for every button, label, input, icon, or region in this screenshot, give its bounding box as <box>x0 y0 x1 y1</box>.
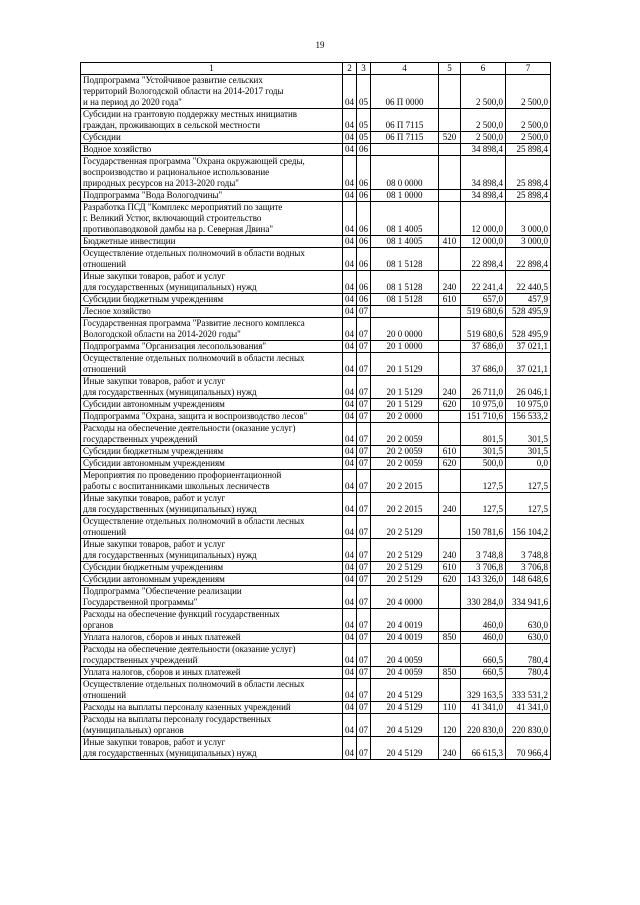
row-section: 04 <box>343 248 357 271</box>
row-amount-year1: 41 341,0 <box>461 702 506 714</box>
row-amount-year2: 301,5 <box>506 423 551 446</box>
table-row <box>81 190 551 202</box>
row-expense-type: 240 <box>439 737 461 760</box>
row-subsection: 07 <box>357 318 371 341</box>
table-row <box>81 144 551 156</box>
row-name: Мероприятия по проведению профориентационной работы с воспитанниками школьных лесничеств <box>81 470 343 493</box>
row-name: Подпрограмма "Устойчивое развитие сельских территорий Вологодской области на 2014-2017 годы и на период до 2020 года" <box>81 75 343 109</box>
row-expense-type: 240 <box>439 493 461 516</box>
row-section: 04 <box>343 679 357 702</box>
header-col-6: 6 <box>461 63 506 75</box>
row-amount-year1: 34 898,4 <box>461 156 506 190</box>
row-name: Осуществление отдельных полномочий в области лесных отношений <box>81 516 343 539</box>
row-subsection: 06 <box>357 248 371 271</box>
row-amount-year2: 25 898,4 <box>506 190 551 202</box>
row-expense-type <box>439 318 461 341</box>
row-amount-year2: 37 021,1 <box>506 353 551 376</box>
row-name: Иные закупки товаров, работ и услуг для государственных (муниципальных) нужд <box>81 376 343 399</box>
row-subsection: 07 <box>357 714 371 737</box>
row-expense-type <box>439 609 461 632</box>
header-col-5: 5 <box>439 63 461 75</box>
row-amount-year2: 41 341,0 <box>506 702 551 714</box>
row-amount-year2: 70 966,4 <box>506 737 551 760</box>
row-amount-year1: 34 898,4 <box>461 190 506 202</box>
row-amount-year2: 301,5 <box>506 446 551 458</box>
row-subsection: 07 <box>357 493 371 516</box>
row-amount-year2: 334 941,6 <box>506 586 551 609</box>
row-target-article: 20 1 5129 <box>371 399 439 411</box>
row-name: Водное хозяйство <box>81 144 343 156</box>
row-section: 04 <box>343 586 357 609</box>
row-name: Субсидии <box>81 132 343 144</box>
row-amount-year1: 34 898,4 <box>461 144 506 156</box>
row-name: Осуществление отдельных полномочий в области водных отношений <box>81 248 343 271</box>
row-amount-year1: 220 830,0 <box>461 714 506 737</box>
row-amount-year2: 3 706,8 <box>506 562 551 574</box>
row-expense-type: 620 <box>439 574 461 586</box>
table-row <box>81 294 551 306</box>
row-section: 04 <box>343 306 357 318</box>
row-section: 04 <box>343 294 357 306</box>
row-subsection: 05 <box>357 132 371 144</box>
row-amount-year1: 2 500,0 <box>461 109 506 132</box>
row-amount-year1: 301,5 <box>461 446 506 458</box>
row-expense-type <box>439 190 461 202</box>
row-amount-year1: 460,0 <box>461 632 506 644</box>
row-name: Расходы на выплаты персоналу государственных (муниципальных) органов <box>81 714 343 737</box>
row-expense-type <box>439 586 461 609</box>
row-amount-year1: 151 710,6 <box>461 411 506 423</box>
row-target-article: 08 0 0000 <box>371 156 439 190</box>
row-subsection: 07 <box>357 679 371 702</box>
row-target-article: 20 4 0019 <box>371 632 439 644</box>
row-section: 04 <box>343 156 357 190</box>
row-amount-year1: 12 000,0 <box>461 202 506 236</box>
row-expense-type <box>439 353 461 376</box>
row-section: 04 <box>343 341 357 353</box>
table-header-row <box>81 63 551 75</box>
row-name: Лесное хозяйство <box>81 306 343 318</box>
table-row <box>81 714 551 737</box>
row-name: Субсидии автономным учреждениям <box>81 399 343 411</box>
row-expense-type <box>439 679 461 702</box>
row-amount-year1: 143 326,0 <box>461 574 506 586</box>
row-amount-year1: 3 748,8 <box>461 539 506 562</box>
row-subsection: 05 <box>357 109 371 132</box>
row-target-article: 20 2 0059 <box>371 423 439 446</box>
row-target-article: 06 П 0000 <box>371 75 439 109</box>
row-expense-type <box>439 109 461 132</box>
table-row <box>81 236 551 248</box>
row-amount-year1: 660,5 <box>461 667 506 679</box>
row-name: Субсидии бюджетным учреждениям <box>81 294 343 306</box>
row-subsection: 07 <box>357 644 371 667</box>
row-expense-type <box>439 411 461 423</box>
row-expense-type: 110 <box>439 702 461 714</box>
row-section: 04 <box>343 458 357 470</box>
row-amount-year2: 156 533,2 <box>506 411 551 423</box>
row-expense-type: 610 <box>439 294 461 306</box>
row-subsection: 07 <box>357 341 371 353</box>
row-target-article: 08 1 0000 <box>371 190 439 202</box>
row-target-article: 20 4 5129 <box>371 679 439 702</box>
table-row <box>81 376 551 399</box>
row-target-article: 20 2 5129 <box>371 539 439 562</box>
row-target-article: 20 2 5129 <box>371 562 439 574</box>
row-amount-year2: 2 500,0 <box>506 132 551 144</box>
row-amount-year2: 630,0 <box>506 632 551 644</box>
row-amount-year2: 528 495,9 <box>506 306 551 318</box>
row-subsection: 06 <box>357 271 371 294</box>
row-name: Расходы на обеспечение деятельности (оказание услуг) государственных учреждений <box>81 423 343 446</box>
row-amount-year1: 801,5 <box>461 423 506 446</box>
row-subsection: 07 <box>357 470 371 493</box>
row-amount-year1: 10 975,0 <box>461 399 506 411</box>
row-amount-year1: 22 898,4 <box>461 248 506 271</box>
row-expense-type: 410 <box>439 236 461 248</box>
row-subsection: 05 <box>357 75 371 109</box>
row-target-article: 20 4 5129 <box>371 714 439 737</box>
row-expense-type <box>439 75 461 109</box>
row-name: Подпрограмма "Организация лесопользования" <box>81 341 343 353</box>
row-name: Иные закупки товаров, работ и услуг для государственных (муниципальных) нужд <box>81 271 343 294</box>
table-row <box>81 586 551 609</box>
table-row <box>81 75 551 109</box>
row-target-article: 08 1 5128 <box>371 294 439 306</box>
row-section: 04 <box>343 109 357 132</box>
row-target-article: 20 1 5129 <box>371 376 439 399</box>
row-section: 04 <box>343 202 357 236</box>
row-target-article: 08 1 4005 <box>371 236 439 248</box>
row-target-article: 06 П 7115 <box>371 109 439 132</box>
table-row <box>81 609 551 632</box>
row-amount-year2: 127,5 <box>506 470 551 493</box>
row-section: 04 <box>343 632 357 644</box>
row-name: Иные закупки товаров, работ и услуг для государственных (муниципальных) нужд <box>81 737 343 760</box>
row-expense-type <box>439 202 461 236</box>
table-row <box>81 248 551 271</box>
row-name: Субсидии автономным учреждениям <box>81 458 343 470</box>
row-amount-year2: 3 748,8 <box>506 539 551 562</box>
row-amount-year1: 330 284,0 <box>461 586 506 609</box>
row-expense-type <box>439 248 461 271</box>
row-amount-year1: 150 781,6 <box>461 516 506 539</box>
table-row <box>81 446 551 458</box>
row-expense-type: 520 <box>439 132 461 144</box>
table-row <box>81 539 551 562</box>
header-col-4: 4 <box>371 63 439 75</box>
table-row <box>81 423 551 446</box>
row-section: 04 <box>343 667 357 679</box>
row-name: Субсидии автономным учреждениям <box>81 574 343 586</box>
table-row <box>81 644 551 667</box>
row-section: 04 <box>343 132 357 144</box>
header-col-7: 7 <box>506 63 551 75</box>
table-row <box>81 667 551 679</box>
table-row <box>81 470 551 493</box>
row-amount-year1: 2 500,0 <box>461 132 506 144</box>
row-target-article: 20 1 5129 <box>371 353 439 376</box>
row-section: 04 <box>343 411 357 423</box>
row-target-article: 20 4 0019 <box>371 609 439 632</box>
row-subsection: 07 <box>357 539 371 562</box>
table-row <box>81 399 551 411</box>
row-amount-year2: 457,9 <box>506 294 551 306</box>
row-name: Иные закупки товаров, работ и услуг для государственных (муниципальных) нужд <box>81 493 343 516</box>
row-target-article: 20 2 2015 <box>371 493 439 516</box>
row-amount-year1: 37 686,0 <box>461 341 506 353</box>
row-amount-year2: 10 975,0 <box>506 399 551 411</box>
row-amount-year2: 220 830,0 <box>506 714 551 737</box>
row-target-article: 08 1 5128 <box>371 271 439 294</box>
row-amount-year1: 500,0 <box>461 458 506 470</box>
row-amount-year2: 780,4 <box>506 667 551 679</box>
row-target-article: 20 4 5129 <box>371 737 439 760</box>
row-amount-year2: 25 898,4 <box>506 144 551 156</box>
row-subsection: 07 <box>357 458 371 470</box>
table-row <box>81 132 551 144</box>
row-expense-type: 240 <box>439 539 461 562</box>
row-amount-year1: 329 163,5 <box>461 679 506 702</box>
table-row <box>81 679 551 702</box>
table-row <box>81 156 551 190</box>
row-target-article <box>371 144 439 156</box>
row-name: Субсидии бюджетным учреждениям <box>81 562 343 574</box>
row-amount-year1: 127,5 <box>461 470 506 493</box>
row-subsection: 06 <box>357 202 371 236</box>
row-section: 04 <box>343 574 357 586</box>
row-subsection: 07 <box>357 423 371 446</box>
row-section: 04 <box>343 609 357 632</box>
row-name: Государственная программа "Развитие лесного комплекса Вологодской области на 2014-2020 годы" <box>81 318 343 341</box>
row-section: 04 <box>343 702 357 714</box>
row-subsection: 07 <box>357 376 371 399</box>
page-number: 19 <box>315 40 325 50</box>
row-expense-type: 120 <box>439 714 461 737</box>
table-row <box>81 306 551 318</box>
row-expense-type <box>439 144 461 156</box>
row-target-article: 08 1 5128 <box>371 248 439 271</box>
row-section: 04 <box>343 376 357 399</box>
table-row <box>81 318 551 341</box>
row-amount-year2: 3 000,0 <box>506 236 551 248</box>
row-expense-type <box>439 156 461 190</box>
row-section: 04 <box>343 714 357 737</box>
row-amount-year1: 460,0 <box>461 609 506 632</box>
table-row <box>81 411 551 423</box>
row-amount-year2: 22 440,5 <box>506 271 551 294</box>
row-subsection: 07 <box>357 562 371 574</box>
budget-table <box>80 62 551 760</box>
row-section: 04 <box>343 75 357 109</box>
row-section: 04 <box>343 144 357 156</box>
row-subsection: 07 <box>357 609 371 632</box>
row-subsection: 07 <box>357 586 371 609</box>
row-name: Расходы на обеспечение функций государственных органов <box>81 609 343 632</box>
row-expense-type <box>439 341 461 353</box>
table-row <box>81 574 551 586</box>
row-amount-year2: 2 500,0 <box>506 75 551 109</box>
row-section: 04 <box>343 493 357 516</box>
row-expense-type: 850 <box>439 667 461 679</box>
row-section: 04 <box>343 470 357 493</box>
row-subsection: 06 <box>357 190 371 202</box>
table-row <box>81 458 551 470</box>
table-row <box>81 562 551 574</box>
header-col-2: 2 <box>343 63 357 75</box>
table-row <box>81 702 551 714</box>
table-row <box>81 493 551 516</box>
row-expense-type: 240 <box>439 376 461 399</box>
table-row <box>81 271 551 294</box>
row-target-article: 20 2 0059 <box>371 458 439 470</box>
row-expense-type <box>439 470 461 493</box>
row-target-article: 20 4 0000 <box>371 586 439 609</box>
row-expense-type: 610 <box>439 562 461 574</box>
row-amount-year2: 0,0 <box>506 458 551 470</box>
row-subsection: 07 <box>357 446 371 458</box>
row-name: Субсидии на грантовую поддержку местных инициатив граждан, проживающих в сельской местности <box>81 109 343 132</box>
row-expense-type <box>439 423 461 446</box>
row-expense-type <box>439 516 461 539</box>
row-target-article <box>371 306 439 318</box>
row-expense-type <box>439 306 461 318</box>
row-amount-year2: 148 648,6 <box>506 574 551 586</box>
table-row <box>81 737 551 760</box>
row-subsection: 07 <box>357 399 371 411</box>
row-section: 04 <box>343 446 357 458</box>
row-amount-year1: 660,5 <box>461 644 506 667</box>
row-amount-year2: 333 531,2 <box>506 679 551 702</box>
row-subsection: 07 <box>357 737 371 760</box>
row-name: Субсидии бюджетным учреждениям <box>81 446 343 458</box>
row-target-article: 20 4 0059 <box>371 667 439 679</box>
row-section: 04 <box>343 562 357 574</box>
row-name: Подпрограмма "Охрана, защита и воспроизводство лесов" <box>81 411 343 423</box>
row-amount-year1: 657,0 <box>461 294 506 306</box>
row-amount-year1: 66 615,3 <box>461 737 506 760</box>
row-expense-type: 240 <box>439 271 461 294</box>
row-expense-type: 620 <box>439 458 461 470</box>
row-amount-year1: 26 711,0 <box>461 376 506 399</box>
row-name: Иные закупки товаров, работ и услуг для государственных (муниципальных) нужд <box>81 539 343 562</box>
row-subsection: 06 <box>357 236 371 248</box>
header-col-1: 1 <box>81 63 343 75</box>
row-section: 04 <box>343 737 357 760</box>
row-name: Государственная программа "Охрана окружающей среды, воспроизводство и рациональное использование природных ресурсов на 2013-2020 годы" <box>81 156 343 190</box>
row-target-article: 20 4 0059 <box>371 644 439 667</box>
row-target-article: 20 4 5129 <box>371 702 439 714</box>
row-target-article: 08 1 4005 <box>371 202 439 236</box>
row-amount-year1: 127,5 <box>461 493 506 516</box>
row-expense-type: 850 <box>439 632 461 644</box>
row-amount-year1: 519 680,6 <box>461 318 506 341</box>
row-section: 04 <box>343 190 357 202</box>
row-subsection: 07 <box>357 667 371 679</box>
row-amount-year2: 25 898,4 <box>506 156 551 190</box>
row-section: 04 <box>343 539 357 562</box>
row-subsection: 07 <box>357 574 371 586</box>
row-amount-year2: 2 500,0 <box>506 109 551 132</box>
row-amount-year2: 156 104,2 <box>506 516 551 539</box>
row-section: 04 <box>343 271 357 294</box>
table-row <box>81 202 551 236</box>
table-row <box>81 632 551 644</box>
row-amount-year1: 12 000,0 <box>461 236 506 248</box>
row-section: 04 <box>343 318 357 341</box>
row-target-article: 20 0 0000 <box>371 318 439 341</box>
row-amount-year1: 22 241,4 <box>461 271 506 294</box>
row-subsection: 07 <box>357 632 371 644</box>
row-name: Разработка ПСД "Комплекс мероприятий по защите г. Великий Устюг, включающий строительство противопаводковой дамбы на р. Северная Двина" <box>81 202 343 236</box>
row-name: Подпрограмма "Вода Вологодчины" <box>81 190 343 202</box>
row-section: 04 <box>343 353 357 376</box>
table-row <box>81 341 551 353</box>
row-target-article: 20 2 2015 <box>371 470 439 493</box>
row-name: Осуществление отдельных полномочий в области лесных отношений <box>81 353 343 376</box>
row-subsection: 06 <box>357 294 371 306</box>
row-section: 04 <box>343 236 357 248</box>
row-expense-type: 610 <box>439 446 461 458</box>
row-amount-year1: 2 500,0 <box>461 75 506 109</box>
row-section: 04 <box>343 423 357 446</box>
row-subsection: 07 <box>357 306 371 318</box>
row-name: Расходы на выплаты персоналу казенных учреждений <box>81 702 343 714</box>
row-expense-type: 620 <box>439 399 461 411</box>
table-row <box>81 109 551 132</box>
row-amount-year1: 3 706,8 <box>461 562 506 574</box>
row-name: Осуществление отдельных полномочий в области лесных отношений <box>81 679 343 702</box>
row-subsection: 06 <box>357 156 371 190</box>
row-amount-year2: 26 046,1 <box>506 376 551 399</box>
row-subsection: 07 <box>357 702 371 714</box>
row-section: 04 <box>343 644 357 667</box>
row-amount-year2: 37 021,1 <box>506 341 551 353</box>
row-name: Уплата налогов, сборов и иных платежей <box>81 667 343 679</box>
row-subsection: 07 <box>357 411 371 423</box>
row-section: 04 <box>343 399 357 411</box>
row-amount-year2: 528 495,9 <box>506 318 551 341</box>
row-target-article: 20 2 0000 <box>371 411 439 423</box>
row-amount-year2: 780,4 <box>506 644 551 667</box>
table-row <box>81 516 551 539</box>
row-target-article: 20 2 5129 <box>371 516 439 539</box>
row-target-article: 06 П 7115 <box>371 132 439 144</box>
row-target-article: 20 2 5129 <box>371 574 439 586</box>
row-amount-year1: 519 680,6 <box>461 306 506 318</box>
row-amount-year1: 37 686,0 <box>461 353 506 376</box>
row-amount-year2: 630,0 <box>506 609 551 632</box>
row-amount-year2: 22 898,4 <box>506 248 551 271</box>
header-col-3: 3 <box>357 63 371 75</box>
row-expense-type <box>439 644 461 667</box>
row-target-article: 20 1 0000 <box>371 341 439 353</box>
row-target-article: 20 2 0059 <box>371 446 439 458</box>
row-name: Подпрограмма "Обеспечение реализации Государственной программы" <box>81 586 343 609</box>
row-name: Расходы на обеспечение деятельности (оказание услуг) государственных учреждений <box>81 644 343 667</box>
row-section: 04 <box>343 516 357 539</box>
table-row <box>81 353 551 376</box>
row-amount-year2: 127,5 <box>506 493 551 516</box>
row-subsection: 07 <box>357 516 371 539</box>
row-subsection: 06 <box>357 144 371 156</box>
row-name: Бюджетные инвестиции <box>81 236 343 248</box>
row-name: Уплата налогов, сборов и иных платежей <box>81 632 343 644</box>
row-subsection: 07 <box>357 353 371 376</box>
row-amount-year2: 3 000,0 <box>506 202 551 236</box>
